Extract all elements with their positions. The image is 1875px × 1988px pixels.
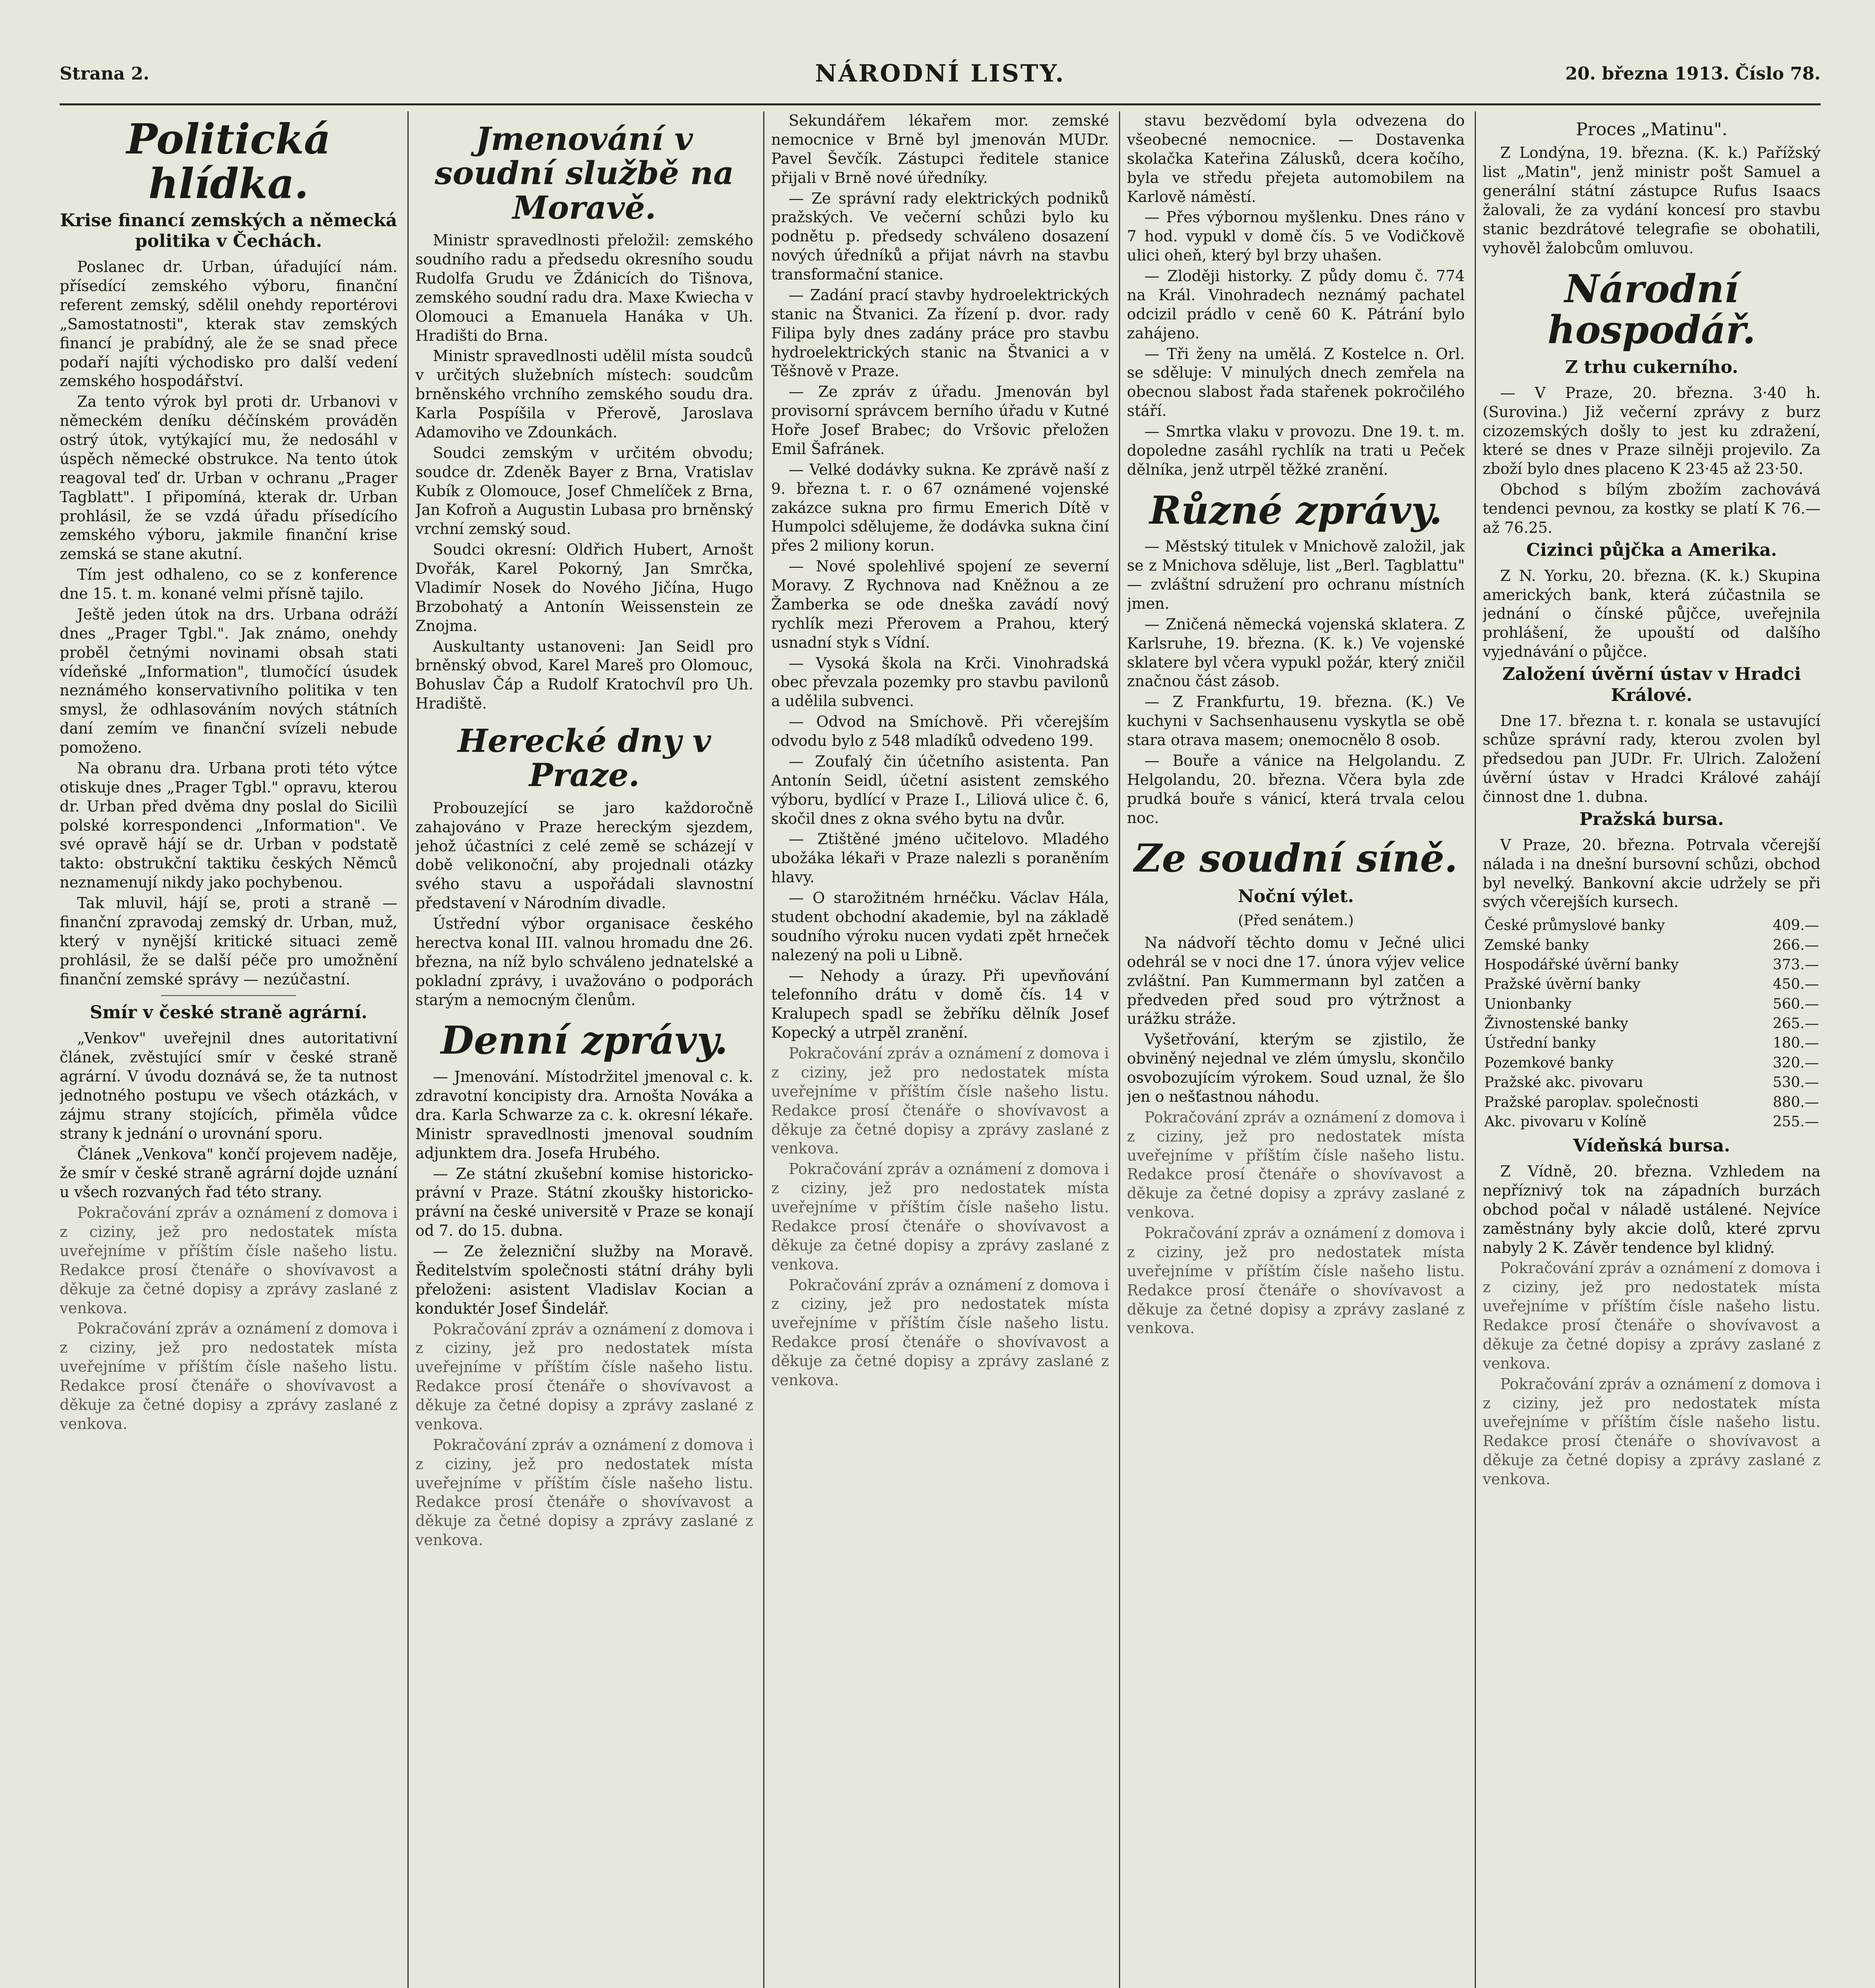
headline-ruzne-zpravy: Různé zprávy.	[1149, 487, 1443, 533]
paragraph: Soudci zemským v určitém obvodu; soudce dr. Zdeněk Bayer z Brna, Vratislav Kubík z Olomouce, Josef Chmelíček z Brna, Jan Kofroň a Augustin Lubasa pro brněnský vrchní zemský soud.	[415, 444, 753, 538]
paragraph: — Ze správní rady elektrických podniků pražských. Ve večerní schůzi bylo ku podnětu p. předsedy schváleno dosazení nových úředníků a přijat návrh na stavbu transformační stanice.	[771, 189, 1109, 283]
headline-narodni-hospodar: Národní hospodář.	[1547, 266, 1756, 353]
masthead	[60, 44, 1821, 105]
table-cell: 265.—	[1772, 1015, 1819, 1032]
table-cell: Akc. pivovaru v Kolíně	[1484, 1113, 1646, 1130]
table-row	[1483, 916, 1821, 935]
paragraph: — V Praze, 20. března. 3·40 h. (Surovina.) Již večerní zprávy z burz cizozemských došly to jest ku zdražení, které se dnes v Praze silněji projevilo. Za zboží bylo dnes placeno K 23·45 až 23·50.	[1483, 384, 1821, 478]
paragraph: — Zloději historky. Z půdy domu č. 774 na Král. Vinohradech neznámý pachatel odcizil prádlo v ceně 60 K. Pátrání bylo zahájeno.	[1127, 267, 1465, 342]
paragraph: — Smrtka vlaku v provozu. Dne 19. t. m. dopoledne zasáhl rychlík na trati u Peček dělníka, jenž utrpěl těžké zranění.	[1127, 423, 1465, 478]
table-row	[1483, 955, 1821, 975]
paragraph: Pokračování zpráv a oznámení z domova i z ciziny, jež pro nedostatek místa uveřejníme v příštím čísle našeho listu. Redakce prosí čtenáře o shovívavost a děkuje za četné dopisy a zprávy zaslané z venkova.	[60, 1320, 397, 1433]
paragraph: — Ze železniční služby na Moravě. Ředitelstvím společnosti státní dráhy byli přeloženi: asistent Vladislav Kocian a konduktér Josef Šindelář.	[415, 1242, 753, 1317]
paragraph: Soudci okresní: Oldřich Hubert, Arnošt Dvořák, Karel Pokorný, Jan Smrčka, Vladimír Nosek do Nového Jičína, Hugo Brzobohatý a Antonín Weissenstein ze Znojma.	[415, 541, 753, 635]
paragraph: — O starožitném hrnéčku. Václav Hála, student obchodní akademie, byl na základě soudního výroku nucen vydati zpět hrneček nalezený na poli u Libně.	[771, 889, 1109, 964]
article-note: (Před senátem.)	[1238, 912, 1354, 929]
table-cell: České průmyslové banky	[1484, 917, 1665, 934]
table-cell: 530.—	[1772, 1074, 1819, 1091]
column-rule	[407, 111, 409, 1988]
newspaper-title: NÁRODNÍ LISTY.	[815, 60, 1065, 87]
paragraph: Sekundářem lékařem mor. zemské nemocnice v Brně byl jmenován MUDr. Pavel Ševčík. Zástupci ředitele stanice přijali v Brně nové úředníky.	[771, 112, 1109, 186]
divider	[161, 995, 296, 996]
table-row	[1483, 975, 1821, 994]
page-number: Strana 2.	[60, 63, 149, 84]
column-5	[1483, 111, 1821, 1988]
table-cell: Pražské úvěrní banky	[1484, 976, 1640, 993]
paragraph: — Bouře a vánice na Helgolandu. Z Helgolandu, 20. března. Včera byla zde prudká bouře s vánicí, která trvala celou noc.	[1127, 751, 1465, 827]
paragraph: Poslanec dr. Urban, úřadující nám. přísedící zemského výboru, finanční referent zemský, sdělil onehdy reportérovi „Samostatnosti", kterak stav zemských financí je prabídný, ale že se snad přece podaří najíti východisko pro další vedení zemského hospodářství.	[60, 258, 397, 390]
headline-proces-matinu: Proces „Matinu".	[1576, 119, 1728, 140]
table-row	[1483, 1093, 1821, 1112]
paragraph: Z Vídně, 20. března. Vzhledem na nepříznivý tok na západních burzách obchod počal v náladě ustálené. Nejvíce zaměstnány byly akcie dolů, které zprvu nabyly 2 K. Závěr tendence byl klidný.	[1483, 1163, 1821, 1256]
paragraph: Za tento výrok byl proti dr. Urbanovi v německém deníku déčínském prováděn ostrý útok, vytýkající mu, že nedosáhl v úspěch německé obstrukce. Na tento útok reagoval teď dr. Urban v ochranu „Prager Tagblatt". I připomíná, kterak dr. Urban prohlásil, že se vzdá úřadu přísedícího zemského výboru, jakmile finanční krise zemská se stane akutní.	[60, 393, 397, 563]
paragraph: „Venkov" uveřejnil dnes autoritativní článek, zvěstující smír v české straně agrární. V úvodu doznává se, že ta nutnost jednotného postupu ve všech otázkách, v zájmu strany stojících, přiměla vůdce strany k jednání o urovnání sporu.	[60, 1029, 397, 1142]
subheadline: Založení úvěrní ústav v Hradci Králové.	[1502, 664, 1801, 705]
table-cell: Hospodářské úvěrní banky	[1484, 956, 1679, 973]
section-title-smir: Smír v české straně agrární.	[89, 1002, 368, 1023]
table-row	[1483, 936, 1821, 955]
table-cell: 373.—	[1772, 956, 1819, 973]
paragraph: — Vysoká škola na Krči. Vinohradská obec převzala pozemky pro stavbu pavilonů a udělila subvenci.	[771, 654, 1109, 710]
paragraph: — Nové spolehlivé spojení ze severní Moravy. Z Rychnova nad Kněžnou a ze Žamberka se ode dneška zavádí nový rychlík mezi Přerovem a Prahou, který usnadní styk s Vídní.	[771, 557, 1109, 651]
table-cell: 266.—	[1772, 937, 1819, 953]
paragraph: Auskultanty ustanoveni: Jan Seidl pro brněnský obvod, Karel Mareš pro Olomouc, Bohuslav Čáp a Rudolf Kratochvíl pro Uh. Hradiště.	[415, 637, 753, 712]
paragraph: Dne 17. března t. r. konala se ustavující schůze správní rady, kterou zvolen byl předsedou pan JUDr. Fr. Ulrich. Založení úvěrní ústav v Hradci Králové zahájí činnost dne 1. dubna.	[1483, 712, 1821, 806]
headline-ze-soudni-sine: Ze soudní síně.	[1134, 836, 1458, 881]
paragraph: — Ze státní zkušební komise historicko-právní v Praze. Státní zkoušky historicko-právní na české universitě v Praze se konají od 7. do 15. dubna.	[415, 1165, 753, 1240]
paragraph: stavu bezvědomí byla odvezena do všeobecné nemocnice. — Dostavenka skolačka Kateřina Zálusků, dcera kočího, byla ve středu přejeta automobilem na Karlově náměstí.	[1127, 112, 1465, 206]
paragraph: — Tři ženy na umělá. Z Kostelce n. Orl. se sděluje: V minulých dnech zemřela na obecnou slabost řada stařenek pokročilého stáří.	[1127, 345, 1465, 420]
table-cell: Zemské banky	[1484, 937, 1589, 953]
paragraph: Ministr spravedlnosti udělil místa soudců v určitých služebních místech: soudcům brněnského vrchního zemského soudu dra. Karla Pospíšila v Přerově, Jaroslava Adamoviho ve Zdounkách.	[415, 347, 753, 441]
paragraph: Článek „Venkova" končí projevem naděje, že smír v české straně agrární dojde uznání u všech rozvaných řad této strany.	[60, 1145, 397, 1201]
paragraph: Z Londýna, 19. března. (K. k.) Pařížský list „Matin", jenž ministr pošt Samuel a generální státní zástupce Rufus Isaacs žalovali, že za vydání koncesí pro stavbu stanic bezdrátové telegrafie se obohatili, vyhověl žalobcům omluvou.	[1483, 144, 1821, 257]
headline-denni-zpravy: Denní zprávy.	[440, 1018, 728, 1063]
paragraph: — Zoufalý čin účetního asistenta. Pan Antonín Seidl, účetní asistent zemského výboru, bydlící v Praze I., Liliová ulice č. 6, skočil dnes z okna svého bytu na dvůr.	[771, 752, 1109, 827]
column-4	[1127, 111, 1465, 1988]
paragraph: Pokračování zpráv a oznámení z domova i z ciziny, jež pro nedostatek místa uveřejníme v příštím čísle našeho listu. Redakce prosí čtenáře o shovívavost a děkuje za četné dopisy a zprávy zaslané z venkova.	[415, 1320, 753, 1433]
bourse-table	[1483, 916, 1821, 1132]
paragraph: Tím jest odhaleno, co se z konference dne 15. t. m. konané velmi přísně tajilo.	[60, 566, 397, 603]
paragraph: Pokračování zpráv a oznámení z domova i z ciziny, jež pro nedostatek místa uveřejníme v příštím čísle našeho listu. Redakce prosí čtenáře o shovívavost a děkuje za četné dopisy a zprávy zaslané z venkova.	[771, 1160, 1109, 1273]
paragraph: Pokračování zpráv a oznámení z domova i z ciziny, jež pro nedostatek místa uveřejníme v příštím čísle našeho listu. Redakce prosí čtenáře o shovívavost a děkuje za četné dopisy a zprávy zaslané z venkova.	[1483, 1259, 1821, 1372]
paragraph: Pokračování zpráv a oznámení z domova i z ciziny, jež pro nedostatek místa uveřejníme v příštím čísle našeho listu. Redakce prosí čtenáře o shovívavost a děkuje za četné dopisy a zprávy zaslané z venkova.	[771, 1276, 1109, 1389]
table-cell: Pozemkové banky	[1484, 1054, 1614, 1071]
paragraph: — Z Frankfurtu, 19. března. (K.) Ve kuchyni v Sachsenhausenu vyskytla se obě stara otrava masem; onemocnělo 8 osob.	[1127, 693, 1465, 749]
paragraph: — Ze zpráv z úřadu. Jmenován byl provisorní správcem berního úřadu v Kutné Hoře Josef Brabec; do Vršovic přeložen Emil Šafránek.	[771, 383, 1109, 458]
paragraph: Ústřední výbor organisace českého herectva konal III. valnou hromadu dne 26. března, na níž bylo schváleno jednatelské a pokladní zprávy, i uvažováno o podporách starým a nemocným členům.	[415, 915, 753, 1009]
table-cell: 560.—	[1772, 996, 1819, 1012]
paragraph: Na nádvoří těchto domu v Ječné ulici odehrál se v noci dne 17. února výjev velice zvláštní. Pan Kummermann byl zatčen a předveden před soud pro výtržnost a urážku stráže.	[1127, 934, 1465, 1028]
paragraph: — Ztištěné jméno učitelovo. Mladého ubožáka lékaři v Praze nalezli s poraněním hlavy.	[771, 830, 1109, 886]
headline-politicka-hlidka: Politická hlídka.	[126, 115, 331, 208]
paragraph: — Nehody a úrazy. Při upevňování telefonního drátu v domě čís. 14 v Kralupech spadl se žebříku dělník Josef Kopecký a utrpěl zranění.	[771, 967, 1109, 1042]
table-row	[1483, 1073, 1821, 1092]
paragraph: Ještě jeden útok na drs. Urbana odráží dnes „Prager Tgbl.". Jak známo, onehdy proběl četnými novinami obsah stati vídeňské „Information", tlumočící úsudek neznámého konservativního politika v ten smysl, že odhlasováním nových státních daní zemím ve finanční svízeli nebude pomoženo.	[60, 605, 397, 757]
table-cell: 255.—	[1772, 1113, 1819, 1130]
column-2	[415, 111, 753, 1988]
paragraph: — Jmenování. Místodržitel jmenoval c. k. zdravotní koncipisty dra. Arnošta Nováka a dra. Karla Schwarze za c. k. okresní lékaře. Ministr spravedlnosti jmenoval soudním adjunktem dra. Josefa Hrubého.	[415, 1068, 753, 1162]
table-row	[1483, 1033, 1821, 1053]
paragraph: — Zadání prací stavby hydroelektrických stanic na Štvanici. Za řízení p. dvor. rady Filipa byly dnes zadány práce pro stavbu hydroelektrických stanic na Štvanici a v Těšnově v Praze.	[771, 286, 1109, 380]
paragraph: Tak mluvil, hájí se, proti a straně — finanční zpravodaj zemský dr. Urban, muž, který v nynější kritické situaci země prohlásil, že se další péče pro umožnění finanční zemské správy — nezúčastní.	[60, 894, 397, 988]
paragraph: — Přes výbornou myšlenku. Dnes ráno v 7 hod. vypukl v domě čís. 5 ve Vodičkově ulici oheň, který byl brzy uhašen.	[1127, 208, 1465, 264]
paragraph: Ministr spravedlnosti přeložil: zemského soudního radu a předsedu okresního soudu Rudolfa Grudu ve Ždánicích do Tišnova, zemského soudní radu dra. Maxe Kwiecha v Olomouci a Emanuela Hanáka v Uh. Hradišti do Brna.	[415, 231, 753, 344]
table-cell: 320.—	[1772, 1054, 1819, 1071]
column-1	[60, 111, 397, 1988]
paragraph: — Velké dodávky sukna. Ke zprávě naší z 9. března t. r. o 67 oznámené vojenské zakázce sukna pro firmu Emerich Dítě v Humpolci sdělujeme, že dodávka sukna činí přes 2 miliony korun.	[771, 460, 1109, 555]
table-cell: Pražské paroplav. společnosti	[1484, 1094, 1699, 1110]
paragraph: Obchod s bílým zbožím zachovává tendenci pevnou, za kostky se platí K 76.— až 76.25.	[1483, 481, 1821, 536]
table-cell: 180.—	[1772, 1035, 1819, 1052]
paragraph: Pokračování zpráv a oznámení z domova i z ciziny, jež pro nedostatek místa uveřejníme v příštím čísle našeho listu. Redakce prosí čtenáře o shovívavost a děkuje za četné dopisy a zprávy zaslané z venkova.	[60, 1204, 397, 1317]
paragraph: Pokračování zpráv a oznámení z domova i z ciziny, jež pro nedostatek místa uveřejníme v příštím čísle našeho listu. Redakce prosí čtenáře o shovívavost a děkuje za četné dopisy a zprávy zaslané z venkova.	[415, 1436, 753, 1549]
article-subtitle: Noční výlet.	[1238, 886, 1354, 907]
table-cell: 880.—	[1772, 1094, 1819, 1110]
table-cell: Živnostenské banky	[1484, 1015, 1629, 1032]
paragraph: — Odvod na Smíchově. Při včerejším odvodu bylo z 548 mladíků odvedeno 199.	[771, 713, 1109, 749]
paragraph: Pokračování zpráv a oznámení z domova i z ciziny, jež pro nedostatek místa uveřejníme v příštím čísle našeho listu. Redakce prosí čtenáře o shovívavost a děkuje za četné dopisy a zprávy zaslané z venkova.	[1483, 1375, 1821, 1488]
headline-jmenovani: Jmenování v soudní službě na Moravě.	[434, 120, 734, 226]
column-rule	[1119, 111, 1120, 1988]
paragraph: Probouzející se jaro každoročně zahajováno v Praze hereckým sjezdem, jehož účastníci z celé země se scházejí v době velikonoční, aby projednali otázky svého stavu a uspořádali slavnostní představení v Národním divadle.	[415, 799, 753, 912]
table-cell: Ústřední banky	[1484, 1035, 1596, 1052]
subheadline: Cizinci půjčka a Amerika.	[1526, 540, 1777, 560]
table-row	[1483, 1053, 1821, 1073]
column-rule	[763, 111, 764, 1988]
paragraph: Z N. Yorku, 20. března. (K. k.) Skupina amerických bank, která zúčastnila se jednání o čínské půjčce, uveřejnila prohlášení, že upouští od dalšího vyjednávání o půjčce.	[1483, 567, 1821, 661]
paragraph: — Zničená německá vojenská sklatera. Z Karlsruhe, 19. března. (K. k.) Ve vojenské sklatere byl včera vypukl požár, který zničil značnou část zásob.	[1127, 615, 1465, 690]
paragraph: Pokračování zpráv a oznámení z domova i z ciziny, jež pro nedostatek místa uveřejníme v příštím čísle našeho listu. Redakce prosí čtenáře o shovívavost a děkuje za četné dopisy a zprávy zaslané z venkova.	[1127, 1224, 1465, 1337]
paragraph: V Praze, 20. března. Potrvala včerejší nálada i na dnešní bursovní schůzi, obchod byl nevelký. Bankovní akcie udržely se při svých včerejších kursech.	[1483, 836, 1821, 911]
paragraph: Pokračování zpráv a oznámení z domova i z ciziny, jež pro nedostatek místa uveřejníme v příštím čísle našeho listu. Redakce prosí čtenáře o shovívavost a děkuje za četné dopisy a zprávy zaslané z venkova.	[771, 1044, 1109, 1157]
subheadline: Vídeňská bursa.	[1573, 1136, 1730, 1156]
subheadline: Pražská bursa.	[1579, 809, 1724, 829]
table-cell: Unionbanky	[1484, 996, 1572, 1012]
table-row	[1483, 994, 1821, 1014]
table-cell: 409.—	[1772, 917, 1819, 934]
subheadline: Krise financí zemských a německá politika v Čechách.	[60, 210, 397, 252]
table-cell: 450.—	[1772, 976, 1819, 993]
paragraph: — Městský titulek v Mnichově založil, jak se z Mnichova sděluje, list „Berl. Tagblattu" — zvláštní sdružení pro ochranu místních jmen.	[1127, 538, 1465, 612]
paragraph: Na obranu dra. Urbana proti této výtce otiskuje dnes „Prager Tgbl." opravu, kterou dr. Urban před dvěma dny poslal do Siciliì polské korrespondenci „Information". Ve své opravě hájí se dr. Urban v podstatě takto: obstrukční taktiku českých Němců neznamenují nikdy jako pochybenou.	[60, 759, 397, 891]
table-cell: Pražské akc. pivovaru	[1484, 1074, 1643, 1091]
column-3	[771, 111, 1109, 1988]
subheadline: Z trhu cukerního.	[1565, 357, 1738, 378]
table-row	[1483, 1112, 1821, 1132]
column-rule	[1475, 111, 1476, 1988]
columns	[60, 111, 1821, 1988]
table-row	[1483, 1014, 1821, 1033]
paragraph: Vyšetřování, kterým se zjistilo, že obviněný nejednal ve zlém úmyslu, skončilo osvobozujícím výrokem. Soud uznal, že šlo jen o nešťastnou náhodu.	[1127, 1031, 1465, 1105]
issue-date: 20. března 1913. Číslo 78.	[1565, 63, 1821, 84]
paragraph: Pokračování zpráv a oznámení z domova i z ciziny, jež pro nedostatek místa uveřejníme v příštím čísle našeho listu. Redakce prosí čtenáře o shovívavost a děkuje za četné dopisy a zprávy zaslané z venkova.	[1127, 1108, 1465, 1221]
headline-herecke-dny: Herecké dny v Praze.	[458, 722, 711, 794]
